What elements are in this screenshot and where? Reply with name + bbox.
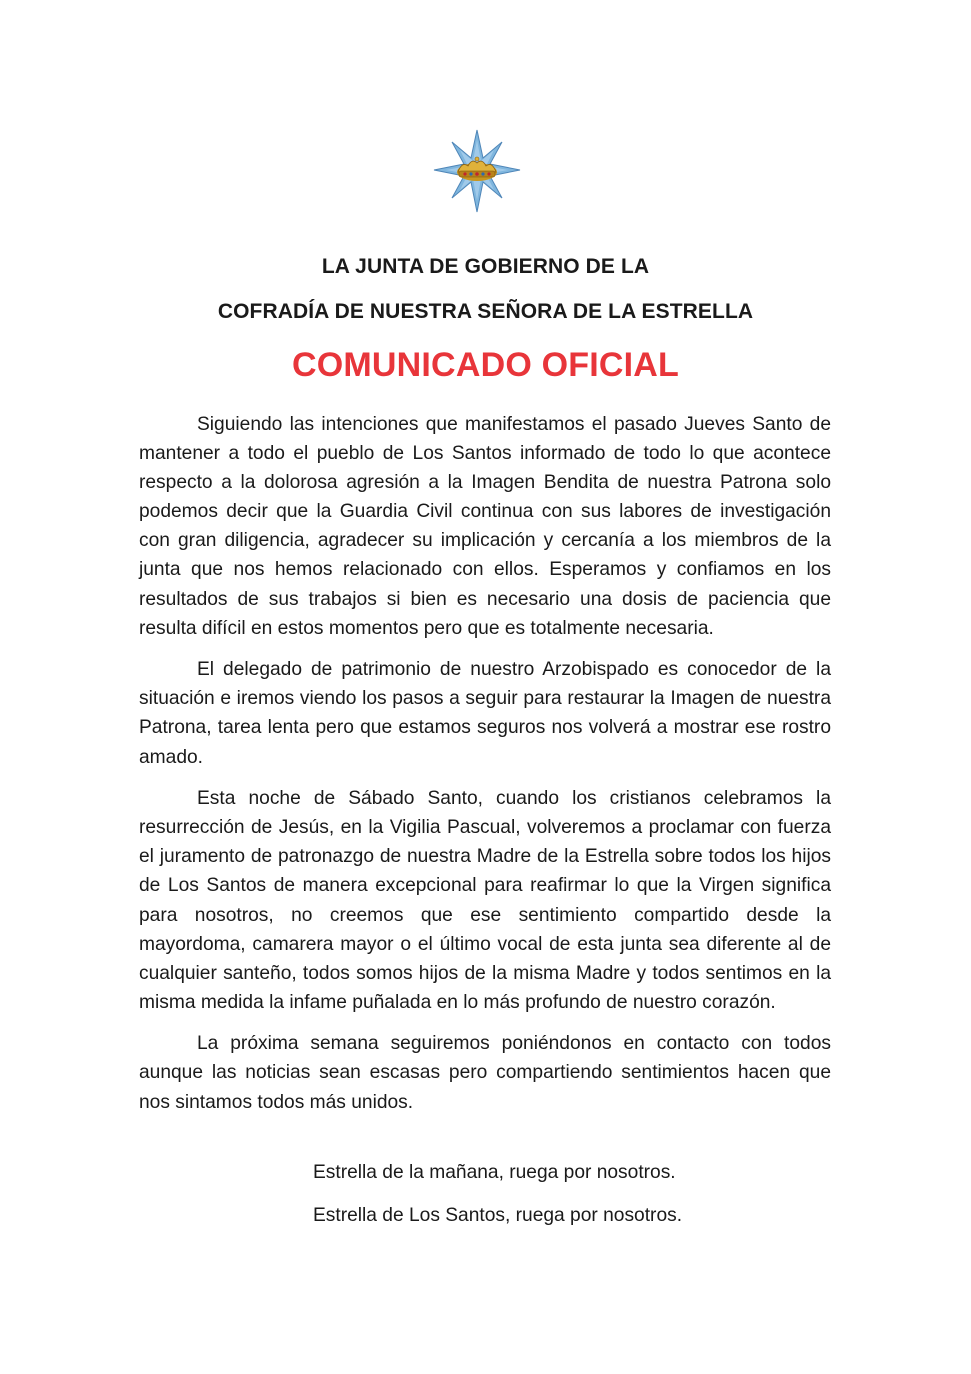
header-line-2: COFRADÍA DE NUESTRA SEÑORA DE LA ESTRELLA [217,300,754,323]
header-line-1: LA JUNTA DE GOBIERNO DE LA [321,255,650,278]
document-title: COMUNICADO OFICIAL [291,346,679,384]
paragraph-2: El delegado de patrimonio de nuestro Arzobispado es conocedor de la situación e iremos viendo los pasos a seguir para restaurar la Imagen de nuestra Patrona, tarea lenta pero que estamos seguros nos volverá a mostrar ese rostro amado. [139,659,831,768]
document-body [139,410,831,1129]
star-crown-emblem-icon [432,128,522,214]
closing-line-1: Estrella de la mañana, ruega por nosotros. [313,1162,676,1183]
closing-line-2: Estrella de Los Santos, ruega por nosotros. [313,1205,683,1226]
paragraph-3: Esta noche de Sábado Santo, cuando los cristianos celebramos la resurrección de Jesús, en la Vigilia Pascual, volveremos a proclamar con fuerza el juramento de patronazgo de nuestra Madre de la Estrella sobre todos los hijos de Los Santos de manera excepcional para reafirmar lo que la Virgen significa para nosotros, no creemos que ese sentimiento compartido desde la mayordoma, camarera mayor o el último vocal de esta junta sea diferente al de cualquier santeño, todos somos hijos de la misma Madre y todos sentimos en la misma medida la infame puñalada en lo más profundo de nuestro corazón. [139,788,831,1013]
paragraph-1: Siguiendo las intenciones que manifestamos el pasado Jueves Santo de mantener a todo el pueblo de Los Santos informado de todo lo que acontece respecto a la dolorosa agresión a la Imagen Bendita de nuestra Patrona solo podemos decir que la Guardia Civil continua con sus labores de investigación con gran diligencia, agradecer su implicación y cercanía a los miembros de la junta que nos hemos relacionado con ellos. Esperamos y confiamos en los resultados de sus trabajos si bien es necesario una dosis de paciencia que resulta difícil en estos momentos pero que es totalmente necesaria. [139,414,831,639]
paragraph-4: La próxima semana seguiremos poniéndonos en contacto con todos aunque las noticias sean escasas pero compartiendo sentimientos hacen que nos sintamos todos más unidos. [139,1033,831,1113]
